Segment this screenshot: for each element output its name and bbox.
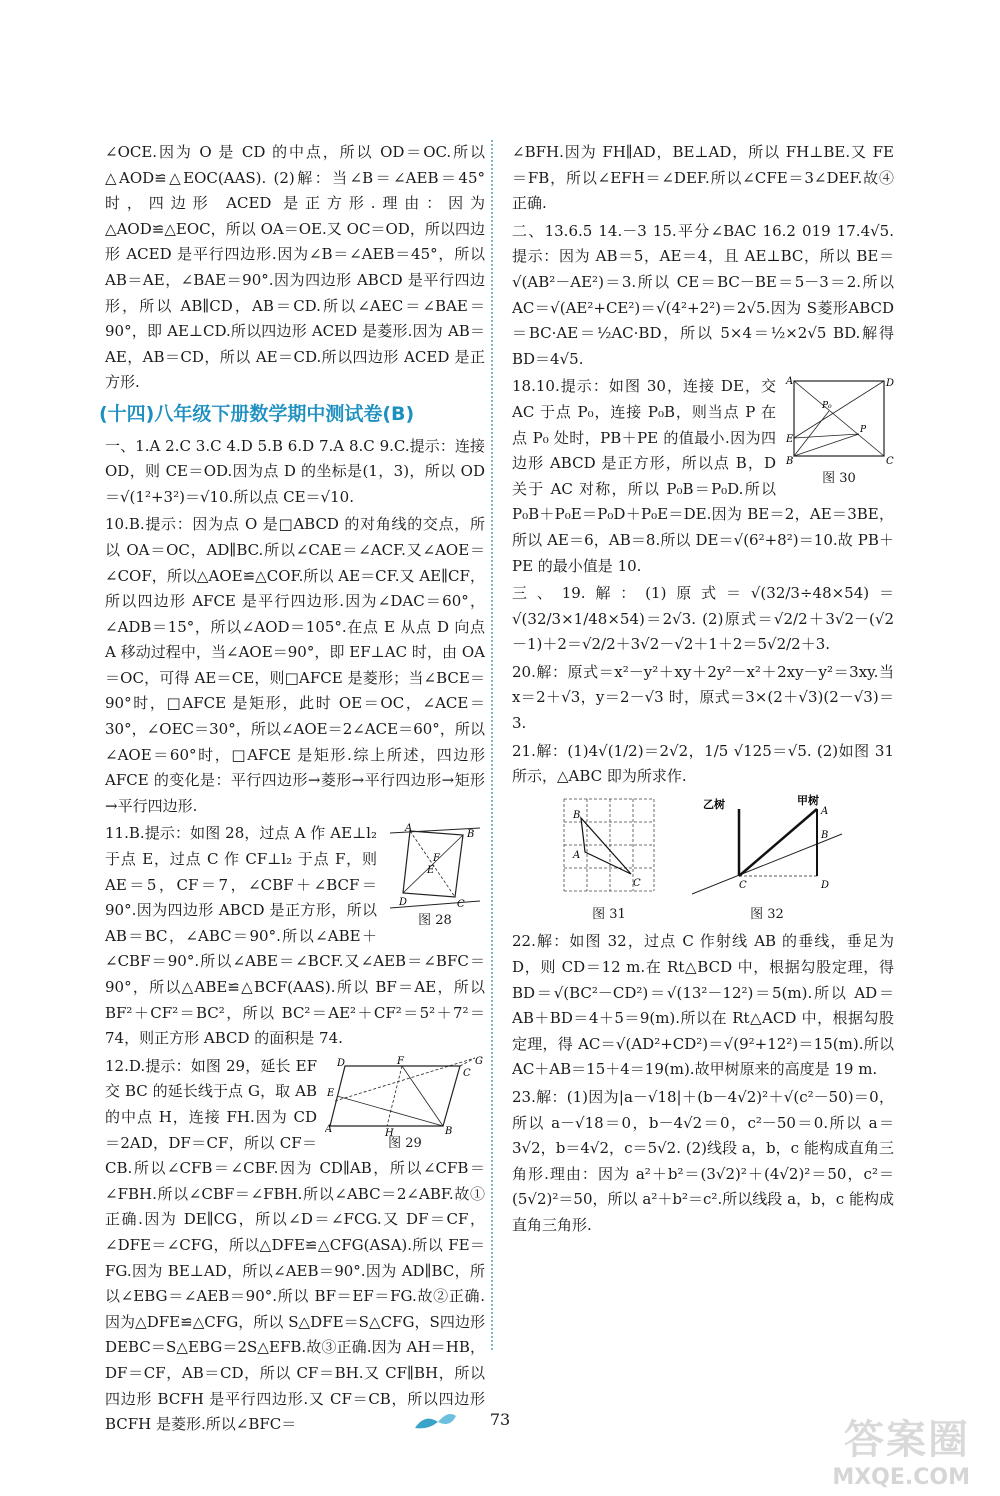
label-yi-tree: 乙树 — [703, 797, 725, 811]
svg-text:D: D — [886, 378, 894, 390]
svg-text:F: F — [433, 853, 440, 865]
figure-29-diagram — [325, 1056, 485, 1136]
answer-21: 21.解：(1)4√(1/2)＝2√2，1/5 √125＝√5. (2)如图 31 所示，△ABC 即为所求作. — [512, 741, 894, 786]
answers-1-9: 一、1.A 2.C 3.C 4.D 5.B 6.D 7.A 8.C 9.C.提示：连接 OD，则 CE＝OD.因为点 D 的坐标是(1，3)，所以 OD＝√(1²+3²)＝√10.所以点 CE＝√10. — [105, 436, 485, 506]
svg-text:P: P — [860, 425, 867, 436]
figure-28-caption: 图 28 — [418, 913, 452, 929]
figure-32 — [687, 794, 847, 924]
svg-text:B: B — [467, 829, 475, 841]
svg-text:C: C — [633, 877, 641, 889]
svg-text:F: F — [397, 1055, 404, 1067]
answer-10: 10.B.提示：因为点 O 是□ABCD 的对角线的交点，所以 OA＝OC，AD∥BC.所以∠CAE＝∠ACF.又∠AOE＝∠COF，所以△AOE≌△COF.所以 AE＝CF.又 AE∥CF，所以四边形 AFCE 是平行四边形.因为∠DAC＝60°，∠ADB＝15°，所以∠AOD＝105°.在点 E 从点 D 向点 A 移动过程中，当∠AOE＝90°，即 EF⊥AC 时，由 OA＝OC，可得 AE＝CE，则□AFCE 是菱形；当∠BCE＝90°时，□AFCE 是矩形，此时 OE＝OC，∠ACE＝30°，∠OEC＝30°，所以∠AOE＝2∠ACE＝60°，所以∠AOE＝60°时，□AFCE 是矩形.综上所述，四边形 AFCE 的变化是：平行四边形→菱形→平行四边形→矩形→平行四边形. — [105, 515, 485, 815]
answer-20: 20.解：原式＝x²－y²＋xy＋2y²－x²＋2xy－y²＝3xy.当 x＝2＋√3，y＝2－√3 时，原式＝3×(2＋√3)(2－√3)＝3. — [512, 662, 894, 733]
figure-32-diagram — [687, 794, 847, 899]
watermark — [810, 1408, 970, 1490]
svg-text:P₀: P₀ — [822, 401, 832, 412]
page-number: 73 — [489, 1410, 511, 1429]
figure-28 — [385, 823, 485, 929]
section-title: (十四)八年级下册数学期中测试卷(B) — [99, 402, 415, 425]
svg-text:A: A — [325, 1123, 333, 1135]
svg-text:D: D — [337, 1057, 346, 1069]
answer-18: 18.10.提示：如图 30，连接 DE，交 AC 于点 P₀，连接 P₀B，则当点 P 在点 P₀ 处时，PB＋PE 的值最小.因为四边形 ABCD 是正方形，所以点 B，D 关于 AC 对称，所以 P₀B＝P₀D.所以 P₀B＋P₀E＝P₀D＋P₀E＝DE.因为 BE＝2，AE＝3BE，所以 AE＝6，AB＝8.所以 DE＝√(6²+8²)＝10.故 PB＋PE 的最小值是 10. — [512, 377, 894, 575]
intro-paragraph: ∠OCE.因为 O 是 CD 的中点，所以 OD＝OC.所以△AOD≌△EOC(AAS). (2)解：当∠B＝∠AEB＝45°时，四边形 ACED 是正方形.理由：因为△AOD≌△EOC，所以 OA＝OE.又 OC＝OD，所以四边形 ACED 是平行四边形.因为∠B＝∠AEB＝45°，所以 AB＝AE，∠BAE＝90°.因为四边形 ABCD 是平行四边形，所以 AB∥CD，AB＝CD.所以∠AEC＝∠BAE＝90°，即 AE⊥CD.所以四边形 ACED 是菱形.因为 AB＝AE，AB＝CD，所以 AE＝CD.所以四边形 ACED 是正方形. — [105, 143, 485, 392]
svg-text:E: E — [327, 1087, 335, 1099]
figure-29-caption: 图 29 — [388, 1135, 422, 1151]
svg-text:A: A — [821, 805, 829, 817]
figures-31-32 — [512, 794, 894, 924]
svg-text:E: E — [427, 865, 435, 877]
svg-text:A: A — [405, 823, 413, 835]
watermark-url: MXQE.COM — [832, 1465, 970, 1490]
svg-text:B: B — [573, 809, 581, 821]
svg-text:C: C — [463, 1067, 471, 1079]
svg-text:C: C — [739, 879, 747, 891]
svg-text:B: B — [821, 829, 829, 841]
left-column — [99, 140, 485, 1440]
figure-30-diagram — [784, 376, 894, 471]
column-divider — [491, 140, 493, 1350]
right-column — [512, 140, 894, 1241]
figure-31-diagram — [559, 794, 659, 899]
figure-32-caption: 图 32 — [750, 907, 784, 923]
answer-22: 22.解：如图 32，过点 C 作射线 AB 的垂线，垂足为 D，则 CD＝12 m.在 Rt△BCD 中，根据勾股定理，得 BD＝√(BC²－CD²)＝√(13²－12²)＝5(m).所以 AD＝AB＋BD＝4＋5＝9(m).所以在 Rt△ACD 中，根据勾股定理，得 AC＝√(AD²+CD²)＝√(9²+12²)＝15(m).所以 AC＋AB＝15＋4＝19(m).故甲树原来的高度是 19 m. — [512, 932, 894, 1079]
figure-31 — [559, 794, 659, 924]
figure-31-caption: 图 31 — [592, 907, 626, 923]
answer-11: 11.B.提示：如图 28，过点 A 作 AE⊥l₂ 于点 E，过点 C 作 CF⊥l₂ 于点 F，则 AE＝5，CF＝7，∠CBF＋∠BCF＝90°.因为四边形 ABCD 是正方形，所以 AB＝BC，∠ABC＝90°.所以∠ABE＋∠CBF＝90°.所以∠ABE＝∠BCF.又∠AEB＝∠BFC＝90°，所以△ABE≌△BCF(AAS).所以 BF＝AE，所以 BF²＋CF²＝BC²，所以 BC²＝AE²＋CF²＝5²＋7²＝74，则正方形 ABCD 的面积是 74. — [105, 824, 485, 1048]
svg-text:A: A — [786, 376, 794, 388]
answer-12-continued: ∠BFH.因为 FH∥AD，BE⊥AD，所以 FH⊥BE.又 FE＝FB，所以∠EFH＝∠DEF.所以∠CFE＝3∠DEF.故④正确. — [512, 143, 894, 213]
svg-text:A: A — [573, 849, 581, 861]
svg-text:C: C — [886, 456, 894, 468]
svg-text:D: D — [821, 879, 830, 891]
svg-text:C: C — [457, 899, 465, 911]
figure-29 — [325, 1056, 485, 1152]
watermark-logo: 答案圈 — [844, 1417, 970, 1463]
answers-13-17: 二、13.6.5 14.－3 15.平分∠BAC 16.2 019 17.4√5.提示：因为 AB＝5，AE＝4，且 AE⊥BC，所以 BE＝√(AB²－AE²)＝3.所以 CE＝BC－BE＝5－3＝2.所以 AC＝√(AE²+CE²)＝√(4²+2²)＝2√5.因为 S菱形ABCD＝BC·AE＝½AC·BD，所以 5×4＝½×2√5 BD.解得 BD＝4√5. — [512, 221, 894, 368]
answer-23: 23.解：(1)因为|a－√18|＋(b－4√2)²＋√(c²－50)＝0，所以 a－√18＝0，b－4√2＝0，c²－50＝0.所以 a＝3√2，b＝4√2，c＝5√2. (2)线段 a，b，c 能构成直角三角形.理由：因为 a²＋b²＝(3√2)²＋(4√2)²＝50，c²＝(5√2)²＝50，所以 a²＋b²＝c².所以线段 a，b，c 能构成直角三角形. — [512, 1088, 894, 1234]
svg-text:B: B — [786, 456, 794, 468]
svg-text:H: H — [385, 1127, 394, 1136]
svg-text:D: D — [399, 897, 408, 909]
figure-30-caption: 图 30 — [822, 471, 856, 487]
svg-text:B: B — [445, 1125, 453, 1136]
answer-19: 三、19.解：(1)原式＝√(32/3÷48×54)＝√(32/3×1/48×54)＝2√3. (2)原式＝√2/2＋3√2－(√2－1)＋2＝√2/2＋3√2－√2＋1＋2＝5√2/2＋3. — [512, 584, 894, 654]
svg-text:E: E — [786, 434, 794, 446]
answer-12: 12.D.提示：如图 29，延长 EF 交 BC 的延长线于点 G，取 AB 的中点 H，连接 FH.因为 CD＝2AD，DF＝CF，所以 CF＝CB.所以∠CFB＝∠CBF.因为 CD∥AB，所以∠CFB＝∠FBH.所以∠CBF＝∠FBH.所以∠ABC＝2∠ABF.故①正确.因为 DE∥CG，所以∠D＝∠FCG.又 DF＝CF，∠DFE＝∠CFG，所以△DFE≌△CFG(ASA).所以 FE＝FG.因为 BE⊥AD，所以∠AEB＝90°.因为 AD∥BC，所以∠EBG＝∠AEB＝90°.所以 BF＝EF＝FG.故②正确.因为△DFE≌△CFG，所以 S△DFE＝S△CFG，S四边形DEBC＝S△EBG＝2S△EFB.故③正确.因为 AH＝HB，DF＝CF，AB＝CD，所以 CF＝BH.又 CF∥BH，所以四边形 BCFH 是平行四边形.又 CF＝CB，所以四边形 BCFH 是菱形.所以∠BFC＝ — [105, 1056, 485, 1434]
svg-text:G: G — [475, 1055, 483, 1067]
figure-28-diagram — [385, 823, 485, 913]
figure-30 — [784, 376, 894, 487]
label-jia-tree: 甲树 — [797, 793, 819, 807]
